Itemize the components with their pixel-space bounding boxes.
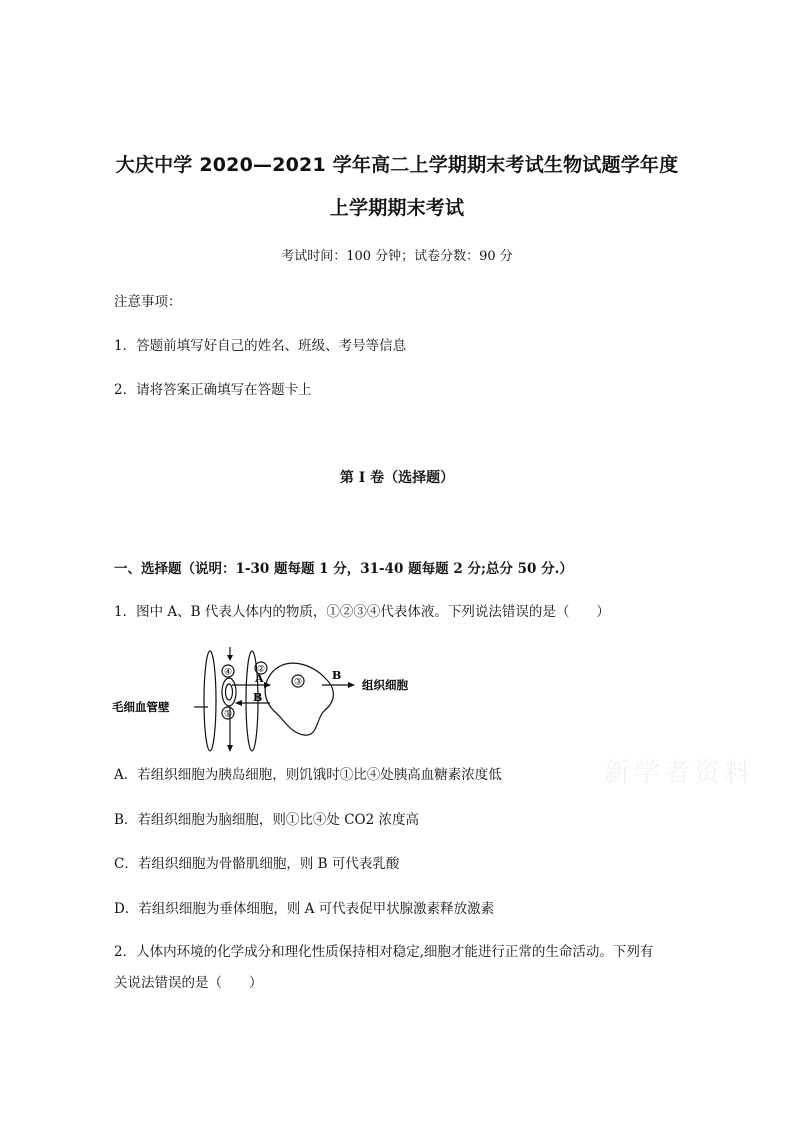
notice-item-2: 2．请将答案正确填写在答题卡上: [114, 382, 312, 398]
arrowhead-b-right: [348, 682, 355, 688]
arrowhead-a: [264, 682, 271, 688]
blood-cell-inner: [226, 684, 233, 700]
exam-info: 考试时间：100 分钟；试卷分数：90 分: [281, 249, 513, 264]
label-1: ①: [223, 709, 233, 720]
label-a: A: [255, 672, 264, 685]
question-1-option-d: D．若组织细胞为垂体细胞，则 A 可代表促甲状腺激素释放激素: [114, 901, 495, 917]
label-b-left: B: [253, 691, 263, 704]
volume-title: 第 I 卷（选择题）: [339, 470, 455, 486]
capillary-wall-left: [204, 651, 216, 751]
page-title: 大庆中学 2020—2021 学年高二上学期期末考试生物试题学年度: [115, 154, 679, 176]
question-2-stem-line1: 2．人体内环境的化学成分和理化性质保持相对稳定,细胞才能进行正常的生命活动。下列有: [114, 944, 654, 960]
blood-cell-outer: [222, 678, 236, 706]
notice-item-1: 1．答题前填写好自己的姓名、班级、考号等信息: [114, 338, 407, 354]
watermark: 新学者资料: [604, 758, 755, 788]
question-1-option-c: C．若组织细胞为骨骼肌细胞，则 B 可代表乳酸: [114, 856, 400, 872]
page-title-line2: 上学期期末考试: [329, 197, 465, 219]
tissue-cell-shape: [265, 663, 333, 735]
body-fluid-diagram: [112, 645, 432, 755]
notice-heading: 注意事项：: [114, 294, 182, 310]
part-title: 一、选择题（说明：1-30 题每题 1 分，31-40 题每题 2 分;总分 50 分.）: [114, 561, 573, 577]
question-2-stem-line2: 关说法错误的是（ ）: [114, 975, 263, 991]
arrowhead-bottom: [227, 745, 233, 752]
label-b-right: B: [332, 669, 342, 682]
arrowhead-b-left: [235, 700, 242, 706]
label-3: ③: [293, 677, 303, 688]
capillary-wall-label: 毛细血管壁: [112, 700, 170, 714]
tissue-cell-label: 组织细胞: [362, 678, 408, 692]
question-1-stem: 1．图中 A、B 代表人体内的物质，①②③④代表体液。下列说法错误的是（ ）: [114, 604, 610, 620]
question-1-option-a: A．若组织细胞为胰岛细胞，则饥饿时①比④处胰高血糖素浓度低: [114, 767, 502, 783]
label-2: ②: [256, 664, 266, 675]
arrowhead-top: [227, 655, 233, 661]
question-1-option-b: B．若组织细胞为脑细胞，则①比④处 CO2 浓度高: [114, 812, 419, 828]
label-4: ④: [223, 667, 233, 678]
